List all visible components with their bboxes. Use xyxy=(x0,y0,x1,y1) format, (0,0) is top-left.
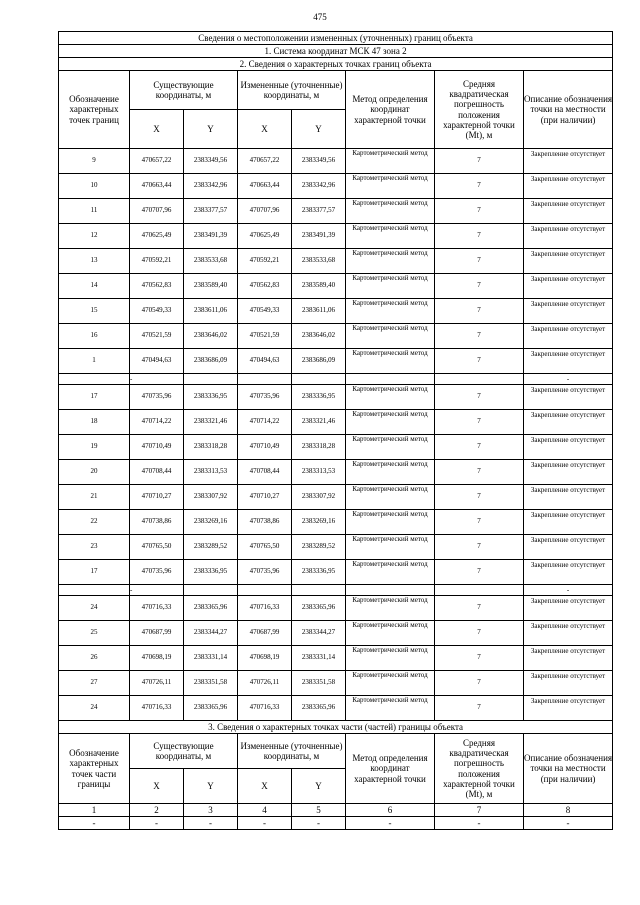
point-id: 15 xyxy=(59,299,130,324)
method-cell: Картометрический метод xyxy=(346,249,435,274)
point-id: 18 xyxy=(59,410,130,435)
existing-y: 2383331,14 xyxy=(184,646,238,671)
table-row xyxy=(59,671,613,696)
existing-x: 470663,44 xyxy=(130,174,184,199)
header-designation: Обозначение характерных точек границ xyxy=(59,71,130,149)
existing-x: 470562,83 xyxy=(130,274,184,299)
changed-y: 2383313,53 xyxy=(292,460,346,485)
changed-y: 2383646,02 xyxy=(292,324,346,349)
table-row xyxy=(59,646,613,671)
empty-cell: - xyxy=(59,817,130,830)
changed-x: 470716,33 xyxy=(238,596,292,621)
error-cell: 7 xyxy=(435,324,524,349)
description-cell: Закрепление отсутствует xyxy=(524,435,613,460)
point-id: 20 xyxy=(59,460,130,485)
changed-x: 470687,99 xyxy=(238,621,292,646)
existing-x: 470687,99 xyxy=(130,621,184,646)
boundary-table xyxy=(58,31,613,830)
method-cell: Картометрический метод xyxy=(346,646,435,671)
separator-cell xyxy=(346,585,435,596)
existing-y: 2383344,27 xyxy=(184,621,238,646)
point-id: 26 xyxy=(59,646,130,671)
existing-y: 2383289,52 xyxy=(184,535,238,560)
changed-x: 470714,22 xyxy=(238,410,292,435)
separator-cell xyxy=(59,585,130,596)
description-cell: Закрепление отсутствует xyxy=(524,485,613,510)
point-id: 13 xyxy=(59,249,130,274)
existing-y: 2383349,56 xyxy=(184,149,238,174)
existing-x: 470738,86 xyxy=(130,510,184,535)
changed-x: 470562,83 xyxy=(238,274,292,299)
description-cell: Закрепление отсутствует xyxy=(524,385,613,410)
header-x-existing: X xyxy=(130,110,184,149)
point-id: 21 xyxy=(59,485,130,510)
separator-dash: - xyxy=(524,374,613,385)
description-cell: Закрепление отсутствует xyxy=(524,299,613,324)
method-cell: Картометрический метод xyxy=(346,560,435,585)
error-cell: 7 xyxy=(435,349,524,374)
table-row xyxy=(59,299,613,324)
existing-x: 470735,96 xyxy=(130,385,184,410)
point-id: 9 xyxy=(59,149,130,174)
changed-x: 470663,44 xyxy=(238,174,292,199)
description-cell: Закрепление отсутствует xyxy=(524,696,613,721)
empty-cell: - xyxy=(435,817,524,830)
description-cell: Закрепление отсутствует xyxy=(524,224,613,249)
existing-x: 470716,33 xyxy=(130,696,184,721)
changed-x: 470549,33 xyxy=(238,299,292,324)
changed-x: 470726,11 xyxy=(238,671,292,696)
header-y-changed: Y xyxy=(292,110,346,149)
point-id: 10 xyxy=(59,174,130,199)
changed-y: 2383351,58 xyxy=(292,671,346,696)
existing-x: 470707,96 xyxy=(130,199,184,224)
method-cell: Картометрический метод xyxy=(346,621,435,646)
point-id: 24 xyxy=(59,596,130,621)
existing-y: 2383491,39 xyxy=(184,224,238,249)
point-id: 14 xyxy=(59,274,130,299)
point-id: 22 xyxy=(59,510,130,535)
header-error: Средняя квадратическая погрешность положения характерной точки (Mt), м xyxy=(435,71,524,149)
point-id: 17 xyxy=(59,385,130,410)
changed-x: 470592,21 xyxy=(238,249,292,274)
point-id: 23 xyxy=(59,535,130,560)
table-row xyxy=(59,174,613,199)
changed-y: 2383318,28 xyxy=(292,435,346,460)
column-number: 4 xyxy=(238,804,292,817)
method-cell: Картометрический метод xyxy=(346,696,435,721)
table-row xyxy=(59,324,613,349)
changed-y: 2383365,96 xyxy=(292,596,346,621)
existing-x: 470521,59 xyxy=(130,324,184,349)
point-id: 16 xyxy=(59,324,130,349)
changed-y: 2383491,39 xyxy=(292,224,346,249)
method-cell: Картометрический метод xyxy=(346,299,435,324)
changed-y: 2383269,16 xyxy=(292,510,346,535)
method-cell: Картометрический метод xyxy=(346,410,435,435)
separator-row xyxy=(59,374,613,385)
empty-cell: - xyxy=(130,817,184,830)
changed-y: 2383307,92 xyxy=(292,485,346,510)
error-cell: 7 xyxy=(435,299,524,324)
empty-cell: - xyxy=(524,817,613,830)
method-cell: Картометрический метод xyxy=(346,174,435,199)
method-cell: Картометрический метод xyxy=(346,385,435,410)
column-number: 7 xyxy=(435,804,524,817)
separator-cell xyxy=(238,585,292,596)
table-row xyxy=(59,224,613,249)
description-cell: Закрепление отсутствует xyxy=(524,199,613,224)
changed-y: 2383336,95 xyxy=(292,385,346,410)
method-cell: Картометрический метод xyxy=(346,510,435,535)
section-2-title: 2. Сведения о характерных точках границ объекта xyxy=(59,58,613,71)
changed-x: 470765,50 xyxy=(238,535,292,560)
error-cell: 7 xyxy=(435,696,524,721)
changed-x: 470735,96 xyxy=(238,385,292,410)
error-cell: 7 xyxy=(435,535,524,560)
existing-y: 2383365,96 xyxy=(184,696,238,721)
method-cell: Картометрический метод xyxy=(346,224,435,249)
column-number: 8 xyxy=(524,804,613,817)
changed-y: 2383686,09 xyxy=(292,349,346,374)
page-number: 475 xyxy=(313,12,327,22)
method-cell: Картометрический метод xyxy=(346,460,435,485)
existing-y: 2383611,06 xyxy=(184,299,238,324)
method-cell: Картометрический метод xyxy=(346,535,435,560)
header-part-changed-coords: Измененные (уточненные) координаты, м xyxy=(238,734,346,769)
changed-x: 470738,86 xyxy=(238,510,292,535)
empty-cell: - xyxy=(346,817,435,830)
error-cell: 7 xyxy=(435,410,524,435)
changed-x: 470710,27 xyxy=(238,485,292,510)
error-cell: 7 xyxy=(435,621,524,646)
table-row xyxy=(59,385,613,410)
empty-cell: - xyxy=(184,817,238,830)
description-cell: Закрепление отсутствует xyxy=(524,174,613,199)
existing-x: 470625,49 xyxy=(130,224,184,249)
description-cell: Закрепление отсутствует xyxy=(524,560,613,585)
changed-x: 470735,96 xyxy=(238,560,292,585)
existing-y: 2383307,92 xyxy=(184,485,238,510)
table-row xyxy=(59,535,613,560)
separator-dash: - xyxy=(130,374,184,385)
separator-cell xyxy=(59,374,130,385)
changed-y: 2383342,96 xyxy=(292,174,346,199)
error-cell: 7 xyxy=(435,435,524,460)
header-y-existing: Y xyxy=(184,110,238,149)
empty-cell: - xyxy=(238,817,292,830)
description-cell: Закрепление отсутствует xyxy=(524,596,613,621)
table-row xyxy=(59,510,613,535)
existing-y: 2383646,02 xyxy=(184,324,238,349)
existing-y: 2383342,96 xyxy=(184,174,238,199)
header-changed-coords: Измененные (уточненные) координаты, м xyxy=(238,71,346,110)
error-cell: 7 xyxy=(435,460,524,485)
error-cell: 7 xyxy=(435,485,524,510)
changed-x: 470710,49 xyxy=(238,435,292,460)
description-cell: Закрепление отсутствует xyxy=(524,274,613,299)
header-part-y-changed: Y xyxy=(292,769,346,804)
table-row xyxy=(59,485,613,510)
existing-y: 2383321,46 xyxy=(184,410,238,435)
description-cell: Закрепление отсутствует xyxy=(524,324,613,349)
error-cell: 7 xyxy=(435,560,524,585)
changed-y: 2383377,57 xyxy=(292,199,346,224)
header-part-y-existing: Y xyxy=(184,769,238,804)
description-cell: Закрепление отсутствует xyxy=(524,646,613,671)
header-part-error: Средняя квадратическая погрешность положения характерной точки (Mt), м xyxy=(435,734,524,804)
point-id: 17 xyxy=(59,560,130,585)
separator-cell xyxy=(435,585,524,596)
error-cell: 7 xyxy=(435,671,524,696)
separator-dash: - xyxy=(130,585,184,596)
point-id: 11 xyxy=(59,199,130,224)
description-cell: Закрепление отсутствует xyxy=(524,621,613,646)
header-x-changed: X xyxy=(238,110,292,149)
existing-y: 2383589,40 xyxy=(184,274,238,299)
header-existing-coords: Существующие координаты, м xyxy=(130,71,238,110)
method-cell: Картометрический метод xyxy=(346,435,435,460)
error-cell: 7 xyxy=(435,224,524,249)
existing-y: 2383686,09 xyxy=(184,349,238,374)
description-cell: Закрепление отсутствует xyxy=(524,671,613,696)
changed-x: 470698,19 xyxy=(238,646,292,671)
header-part-x-changed: X xyxy=(238,769,292,804)
separator-cell xyxy=(435,374,524,385)
description-cell: Закрепление отсутствует xyxy=(524,349,613,374)
existing-x: 470592,21 xyxy=(130,249,184,274)
existing-y: 2383313,53 xyxy=(184,460,238,485)
table-row xyxy=(59,349,613,374)
table-row xyxy=(59,435,613,460)
error-cell: 7 xyxy=(435,174,524,199)
existing-y: 2383318,28 xyxy=(184,435,238,460)
error-cell: 7 xyxy=(435,510,524,535)
error-cell: 7 xyxy=(435,646,524,671)
table-row xyxy=(59,621,613,646)
error-cell: 7 xyxy=(435,149,524,174)
column-number: 3 xyxy=(184,804,238,817)
table-row xyxy=(59,274,613,299)
method-cell: Картометрический метод xyxy=(346,274,435,299)
existing-x: 470765,50 xyxy=(130,535,184,560)
changed-y: 2383349,56 xyxy=(292,149,346,174)
existing-x: 470716,33 xyxy=(130,596,184,621)
existing-x: 470714,22 xyxy=(130,410,184,435)
point-id: 12 xyxy=(59,224,130,249)
table-row xyxy=(59,149,613,174)
point-id: 25 xyxy=(59,621,130,646)
separator-cell xyxy=(238,374,292,385)
existing-x: 470710,27 xyxy=(130,485,184,510)
existing-x: 470494,63 xyxy=(130,349,184,374)
method-cell: Картометрический метод xyxy=(346,485,435,510)
column-number: 2 xyxy=(130,804,184,817)
method-cell: Картометрический метод xyxy=(346,149,435,174)
description-cell: Закрепление отсутствует xyxy=(524,249,613,274)
error-cell: 7 xyxy=(435,199,524,224)
changed-y: 2383611,06 xyxy=(292,299,346,324)
table-row xyxy=(59,410,613,435)
changed-x: 470657,22 xyxy=(238,149,292,174)
existing-y: 2383365,96 xyxy=(184,596,238,621)
existing-x: 470657,22 xyxy=(130,149,184,174)
header-part-description: Описание обозначения точки на местности (при наличии) xyxy=(524,734,613,804)
existing-y: 2383351,58 xyxy=(184,671,238,696)
separator-cell xyxy=(184,374,238,385)
separator-row xyxy=(59,585,613,596)
changed-y: 2383321,46 xyxy=(292,410,346,435)
existing-x: 470708,44 xyxy=(130,460,184,485)
changed-y: 2383589,40 xyxy=(292,274,346,299)
method-cell: Картометрический метод xyxy=(346,349,435,374)
table-row xyxy=(59,460,613,485)
header-description: Описание обозначения точки на местности (при наличии) xyxy=(524,71,613,149)
existing-x: 470735,96 xyxy=(130,560,184,585)
separator-cell xyxy=(346,374,435,385)
existing-x: 470726,11 xyxy=(130,671,184,696)
existing-y: 2383336,95 xyxy=(184,560,238,585)
changed-y: 2383365,96 xyxy=(292,696,346,721)
existing-y: 2383533,68 xyxy=(184,249,238,274)
changed-x: 470494,63 xyxy=(238,349,292,374)
table-row xyxy=(59,199,613,224)
existing-y: 2383377,57 xyxy=(184,199,238,224)
column-number: 5 xyxy=(292,804,346,817)
header-part-method: Метод определения координат характерной точки xyxy=(346,734,435,804)
changed-y: 2383289,52 xyxy=(292,535,346,560)
changed-y: 2383336,95 xyxy=(292,560,346,585)
error-cell: 7 xyxy=(435,249,524,274)
description-cell: Закрепление отсутствует xyxy=(524,535,613,560)
description-cell: Закрепление отсутствует xyxy=(524,149,613,174)
error-cell: 7 xyxy=(435,274,524,299)
changed-x: 470707,96 xyxy=(238,199,292,224)
changed-x: 470716,33 xyxy=(238,696,292,721)
point-id: 24 xyxy=(59,696,130,721)
empty-cell: - xyxy=(292,817,346,830)
header-part-existing-coords: Существующие координаты, м xyxy=(130,734,238,769)
method-cell: Картометрический метод xyxy=(346,199,435,224)
description-cell: Закрепление отсутствует xyxy=(524,510,613,535)
separator-dash: - xyxy=(524,585,613,596)
description-cell: Закрепление отсутствует xyxy=(524,460,613,485)
header-part-x-existing: X xyxy=(130,769,184,804)
table-row xyxy=(59,596,613,621)
description-cell: Закрепление отсутствует xyxy=(524,410,613,435)
changed-x: 470625,49 xyxy=(238,224,292,249)
error-cell: 7 xyxy=(435,385,524,410)
changed-y: 2383344,27 xyxy=(292,621,346,646)
separator-cell xyxy=(292,374,346,385)
changed-y: 2383533,68 xyxy=(292,249,346,274)
coordinate-system-row: 1. Система координат МСК 47 зона 2 xyxy=(59,45,613,58)
method-cell: Картометрический метод xyxy=(346,324,435,349)
existing-x: 470710,49 xyxy=(130,435,184,460)
table-title: Сведения о местоположении измененных (уточненных) границ объекта xyxy=(59,32,613,45)
point-id: 1 xyxy=(59,349,130,374)
existing-x: 470549,33 xyxy=(130,299,184,324)
table-row xyxy=(59,249,613,274)
separator-cell xyxy=(292,585,346,596)
separator-cell xyxy=(184,585,238,596)
header-method: Метод определения координат характерной точки xyxy=(346,71,435,149)
existing-x: 470698,19 xyxy=(130,646,184,671)
column-number: 1 xyxy=(59,804,130,817)
header-part-designation: Обозначение характерных точек части границы xyxy=(59,734,130,804)
changed-y: 2383331,14 xyxy=(292,646,346,671)
changed-x: 470708,44 xyxy=(238,460,292,485)
table-row xyxy=(59,696,613,721)
method-cell: Картометрический метод xyxy=(346,596,435,621)
error-cell: 7 xyxy=(435,596,524,621)
method-cell: Картометрический метод xyxy=(346,671,435,696)
column-number: 6 xyxy=(346,804,435,817)
changed-x: 470521,59 xyxy=(238,324,292,349)
table-row xyxy=(59,560,613,585)
point-id: 27 xyxy=(59,671,130,696)
section-3-title: 3. Сведения о характерных точках части (частей) границы объекта xyxy=(59,721,613,734)
point-id: 19 xyxy=(59,435,130,460)
existing-y: 2383269,16 xyxy=(184,510,238,535)
existing-y: 2383336,95 xyxy=(184,385,238,410)
